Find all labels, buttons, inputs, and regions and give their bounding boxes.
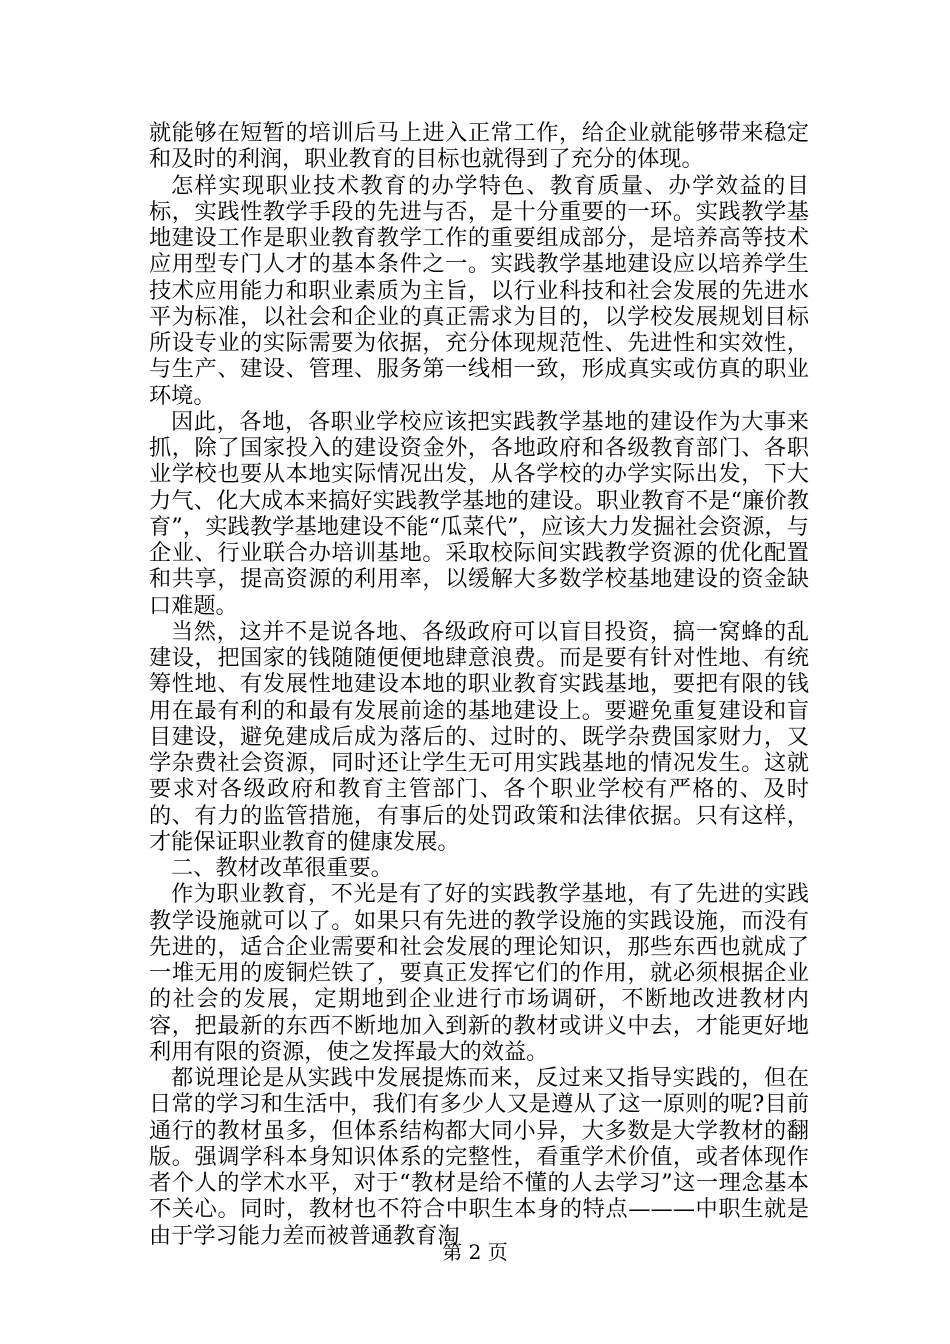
paragraph-continuation: 就能够在短暂的培训后马上进入正常工作，给企业就能够带来稳定和及时的利润，职业教育的目标也就得到了充分的体现。 (149, 120, 809, 173)
section-heading-textbook-reform: 二、教材改革很重要。 (171, 855, 393, 881)
paragraph-practice-teaching: 怎样实现职业技术教育的办学特色、教育质量、办学效益的目标，实践性教学手段的先进与否，是十分重要的一环。实践教学基地建设工作是职业教育教学工作的重要组成部分，是培养高等技术应用型专门人才的基本条件之一。实践教学基地建设应以培养学生技术应用能力和职业素质为主旨，以行业科技和社会发展的先进水平为标准，以社会和企业的真正需求为目的，以学校发展规划目标所设专业的实际需要为依据，充分体现规范性、先进性和实效性，与生产、建设、管理、服务第一线相一致，形成真实或仿真的职业环境。 (149, 172, 809, 409)
body-text (149, 120, 809, 1249)
paragraph-investment-caution: 当然，这并不是说各地、各级政府可以盲目投资，搞一窝蜂的乱建设，把国家的钱随随便便地肆意浪费。而是要有针对性地、有统筹性地、有发展性地建设本地的职业教育实践基地，要把有限的钱用在最有利的和最有发展前途的基地建设上。要避免重复建设和盲目建设，避免建成后成为落后的、过时的、既学杂费国家财力，又学杂费社会资源，同时还让学生无可用实践基地的情况发生。这就要求对各级政府和教育主管部门、各个职业学校有严格的、及时的、有力的监管措施，有事后的处罚政策和法律依据。只有这样，才能保证职业教育的健康发展。 (149, 618, 809, 855)
paragraph-theory-practice: 都说理论是从实践中发展提炼而来，反过来又指导实践的，但在日常的学习和生活中，我们有多少人又是遵从了这一原则的呢?目前通行的教材虽多，但体系结构都大同小异，大多数是大学教材的翻版。强调学科本身知识体系的完整性，看重学术价值，或者体现作者个人的学术水平，对于“教材是给不懂的人去学习”这一理念基本不关心。同时，教材也不符合中职生本身的特点———中职生就是由于学习能力差而被普通教育淘 (149, 1065, 809, 1249)
paragraph-base-construction: 因此，各地，各职业学校应该把实践教学基地的建设作为大事来抓，除了国家投入的建设资金外，各地政府和各级教育部门、各职业学校也要从本地实际情况出发，从各学校的办学实际出发，下大力气、化大成本来搞好实践教学基地的建设。职业教育不是“廉价教育”，实践教学基地建设不能“瓜菜代”，应该大力发掘社会资源，与企业、行业联合办培训基地。采取校际间实践教学资源的优化配置和共享，提高资源的利用率，以缓解大多数学校基地建设的资金缺口难题。 (149, 408, 809, 619)
paragraph-textbook-update: 作为职业教育，不光是有了好的实践教学基地，有了先进的实践教学设施就可以了。如果只有先进的教学设施的实践设施，而没有先进的，适合企业需要和社会发展的理论知识，那些东西也就成了一堆无用的废铜烂铁了，要真正发挥它们的作用，就必须根据企业的社会的发展，定期地到企业进行市场调研，不断地改进教材内容，把最新的东西不断地加入到新的教材或讲义中去，才能更好地利用有限的资源，使之发挥最大的效益。 (149, 881, 809, 1065)
page-number: 第 2 页 (442, 1240, 508, 1264)
